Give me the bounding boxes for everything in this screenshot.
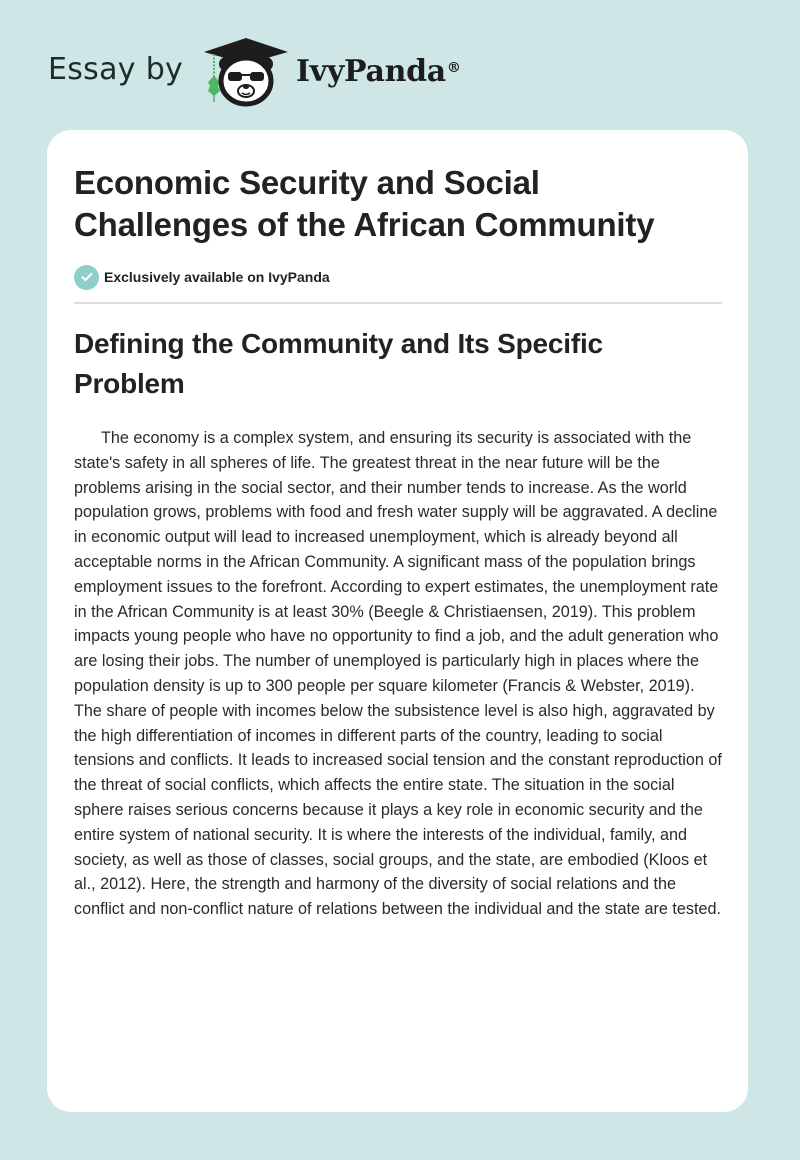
essay-by-label: Essay by — [48, 52, 184, 87]
section-heading: Defining the Community and Its Specific Problem — [74, 328, 603, 399]
check-circle-icon — [74, 265, 99, 290]
panda-graduation-cap-icon[interactable] — [202, 36, 290, 108]
registered-mark: ® — [446, 60, 461, 76]
exclusive-label: Exclusively available on IvyPanda — [104, 269, 330, 285]
essay-card — [47, 130, 748, 1112]
divider — [74, 302, 722, 304]
brand-header — [0, 0, 800, 130]
exclusive-badge — [74, 264, 330, 290]
body-paragraph: The economy is a complex system, and ensuring its security is associated with the state's safety in all spheres of life. The greatest threat in the near future will be the problems arising in the social sector, and their number tends to increase. As the world population grows, problems with food and fresh water supply will be aggravated. A decline in economic output will lead to increased unemployment, which is already beyond all acceptable norms in the African Community. A significant mass of the population brings employment issues to the forefront. According to expert estimates, the unemployment rate in the African Community is at least 30% (Beegle & Christiaensen, 2019). This problem impacts young people who have no opportunity to find a job, and the adult generation who are losing their jobs. The number of unemployed is particularly high in places where the population density is up to 300 people per square kilometer (Francis & Webster, 2019). The share of people with incomes below the subsistence level is also high, aggravated by the high differentiation of incomes in different parts of the country, leading to social tensions and conflicts. It leads to increased social tension and the constant reproduction of the threat of social conflicts, which affects the entire state. The situation in the social sphere raises serious concerns because it plays a key role in economic security and the entire system of national security. It is where the interests of the individual, family, and society, as well as those of classes, social groups, and the state, are embodied (Kloos et al., 2012). Here, the strength and harmony of the diversity of social relations and the conflict and non-conflict nature of relations between the individual and the state are tested. — [74, 429, 722, 919]
brand-name[interactable] — [296, 52, 461, 92]
page-title: Economic Security and Social Challenges of the African Community — [74, 164, 655, 243]
brand-name-text: IvyPanda — [296, 54, 446, 89]
